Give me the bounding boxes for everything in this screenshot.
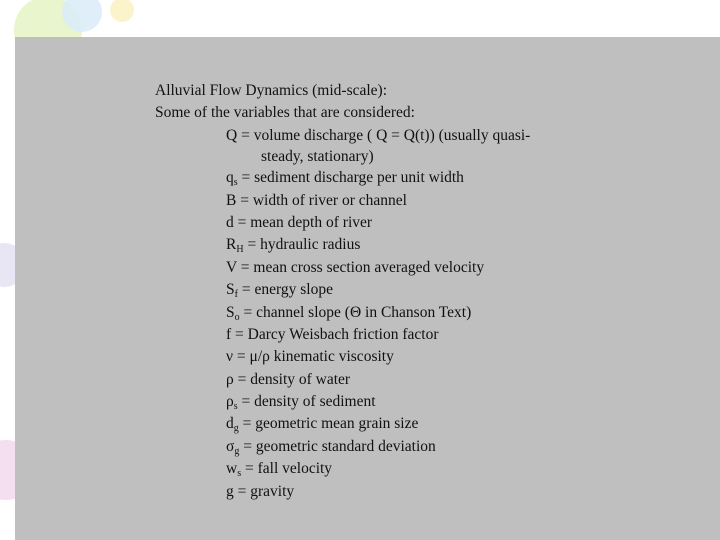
variable-item — [155, 147, 635, 167]
variable-item — [155, 167, 635, 189]
variable-subscript: g — [234, 445, 240, 457]
variable-symbol: d — [226, 213, 234, 231]
variable-definition: = geometric mean grain size — [238, 415, 419, 433]
variable-item — [155, 279, 635, 301]
variable-item — [155, 369, 635, 391]
variable-subscript: f — [234, 289, 238, 301]
variable-item — [155, 391, 635, 413]
variable-symbol: d — [226, 415, 234, 433]
variable-item — [155, 324, 635, 346]
variable-list — [155, 125, 635, 503]
variable-symbol: R — [226, 236, 237, 254]
variable-definition: = fall velocity — [241, 460, 333, 478]
variable-symbol: B — [226, 191, 237, 209]
variable-symbol: V — [226, 258, 237, 276]
variable-definition: = hydraulic radius — [243, 236, 361, 254]
variable-definition: = mean depth of river — [233, 213, 373, 231]
variable-item — [155, 413, 635, 435]
variable-definition: = volume discharge ( Q = Q(t)) (usually quasi- — [237, 126, 531, 144]
slide-intro: Some of the variables that are considered: — [155, 104, 415, 122]
variable-symbol: ρ — [226, 370, 234, 388]
variable-definition: = energy slope — [237, 281, 333, 299]
variable-definition: = gravity — [233, 482, 295, 500]
variable-symbol: Q — [226, 126, 238, 144]
variable-item — [155, 257, 635, 279]
variable-symbol: g — [226, 482, 234, 500]
slide-title: Alluvial Flow Dynamics (mid-scale): — [155, 82, 388, 99]
variable-symbol: w — [226, 460, 238, 478]
decor-circle-yellow — [110, 0, 134, 22]
variable-subscript: H — [236, 244, 244, 256]
variable-definition: = density of water — [233, 370, 351, 388]
variable-symbol: σ — [226, 437, 235, 455]
variable-definition: = Darcy Weisbach friction factor — [231, 325, 439, 343]
variable-definition: = mean cross section averaged velocity — [236, 258, 485, 276]
variable-definition: = geometric standard deviation — [239, 437, 436, 455]
variable-symbol: ν — [226, 348, 234, 366]
variable-item — [155, 212, 635, 234]
slide-content — [155, 80, 635, 503]
variable-definition: = width of river or channel — [236, 191, 407, 209]
variable-symbol: f — [226, 325, 232, 343]
variable-symbol: ρ — [226, 393, 234, 411]
variable-item — [155, 302, 635, 324]
variable-subscript: s — [233, 401, 238, 413]
variable-item — [155, 481, 635, 503]
variable-item — [155, 234, 635, 256]
variable-item — [155, 458, 635, 480]
variable-item — [155, 125, 635, 147]
variable-definition: steady, stationary) — [261, 148, 374, 166]
variable-item — [155, 436, 635, 458]
variable-subscript: s — [237, 468, 242, 480]
variable-definition: = density of sediment — [237, 393, 376, 411]
variable-subscript: s — [233, 177, 238, 189]
variable-definition: = channel slope (Θ in Chanson Text) — [239, 303, 472, 321]
variable-symbol: S — [226, 281, 235, 299]
variable-symbol: S — [226, 303, 235, 321]
variable-subscript: g — [233, 423, 239, 435]
variable-item — [155, 190, 635, 212]
variable-definition: = sediment discharge per unit width — [237, 169, 464, 187]
variable-symbol: q — [226, 169, 234, 187]
variable-definition: = μ/ρ kinematic viscosity — [233, 348, 394, 366]
variable-subscript: o — [234, 311, 240, 323]
variable-item — [155, 346, 635, 368]
